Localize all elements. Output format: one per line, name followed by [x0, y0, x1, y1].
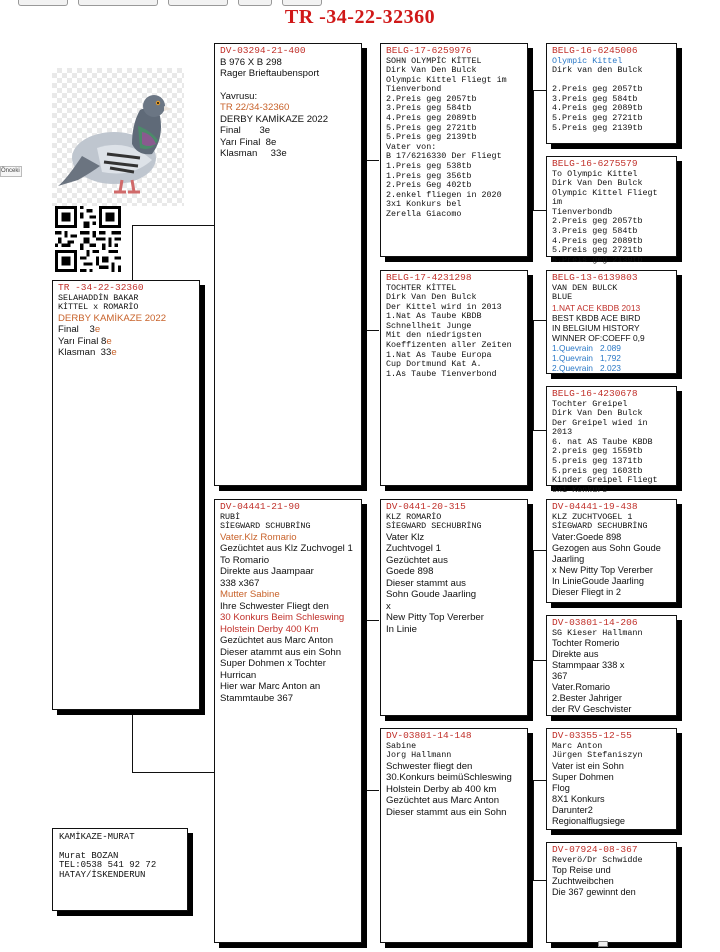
pigeon-photo [52, 68, 184, 206]
sire-race: DERBY KAMİKAZE 2022 [220, 113, 329, 125]
dam-text: Hier war Marc Anton an [220, 681, 321, 693]
ds-breeder: SİEGWARD SECHUBRİNG [386, 521, 482, 532]
dam-breeder: SİEGWARD SCHUBRİNG [220, 521, 311, 532]
dss-name: KLZ ZUCHTVOGEL 1 [552, 511, 633, 522]
connector-line [533, 660, 546, 661]
connector-line [363, 330, 379, 331]
ssd-ring: BELG-16-6275579 [552, 158, 638, 169]
owner-contact-card [52, 828, 188, 911]
sds-text: BEST KBDB ACE BIRD IN BELGIUM HISTORY WINNER OF:COEFF 0,9 [552, 312, 645, 343]
dss-text: Vater:Goede 898 Gezogen aus Sohn Goude Jaarling x New Pitty Top Vererber In LinieGoude Jaarling Dieser Fliegt in 2 [552, 531, 661, 597]
dss-breeder: SİEGWARD SECHUBRİNG [552, 521, 648, 532]
dam-text: 338 x367 [220, 577, 260, 589]
sire-card [214, 43, 362, 486]
previous-tab[interactable]: Önceki [0, 166, 22, 177]
sds-color: BLUE [552, 292, 573, 303]
subject-score: Yarı Final 8e [58, 335, 112, 347]
connector-line [363, 790, 379, 791]
dam-text: Gezüchtet aus Klz Zuchvogel 1 [220, 543, 353, 555]
ssd-card [546, 156, 677, 265]
subject-pigeon-card [52, 280, 200, 710]
dds-text: Vater ist ein Sohn Super Dohmen Flog 8X1 Konkurs Darunter2 Regionalflugsiege [552, 760, 626, 826]
dam-text: Ihre Schwester Fliegt den [220, 600, 329, 612]
subject-parents: KİTTEL x ROMARİO [58, 302, 139, 313]
dd-name: Sabine [386, 740, 417, 751]
dam-highlight: 30 Konkurs Beim Schleswing [220, 612, 345, 624]
dam-text: Direkte aus Jaampaar [220, 566, 314, 578]
connector-line [533, 780, 534, 880]
connector-line [132, 710, 133, 772]
connector-line [132, 772, 214, 773]
dds-card [546, 728, 677, 830]
sds-ring: BELG-13-6139803 [552, 272, 638, 283]
dam-highlight: Holstein Derby 400 Km [220, 623, 319, 635]
sire-sire-card [380, 43, 528, 257]
dsd-ring: DV-03801-14-206 [552, 617, 638, 628]
sss-text: Dirk van den Bulck 2.Preis geg 2057tb 3.Preis geg 584tb 4.Preis geg 2089tb 5.Preis geg 2721tb 5.Preis geg 2139tb [552, 65, 643, 133]
dam-text: To Romario [220, 554, 270, 566]
ddd-name: Reverö/Dr Schwidde [552, 854, 643, 865]
dam-text: Super Dohmen x Tochter [220, 658, 326, 670]
connector-line [533, 320, 534, 430]
connector-line [533, 780, 546, 781]
connector-line [533, 550, 534, 660]
connector-line [363, 620, 364, 790]
ddd-text: Top Reise und Zuchtweibchen Die 367 gewinnt den [552, 865, 636, 898]
sss-ring: BELG-16-6245006 [552, 45, 638, 56]
owner-name: Murat BOZAN [59, 850, 119, 861]
dam-text: Stammtaube 367 [220, 692, 294, 704]
ss-ring: BELG-17-6259976 [386, 45, 472, 56]
subject-ring: TR -34-22-32360 [58, 282, 144, 293]
sire-line: Rager Brieftaubensport [220, 68, 320, 79]
connector-line [363, 160, 364, 330]
dsd-card [546, 615, 677, 716]
sire-score: Yarı Final 8e [220, 136, 277, 148]
dam-father-label: Vater.Klz Romario [220, 531, 297, 543]
dd-ring: DV-03801-14-148 [386, 730, 472, 741]
page-indicator[interactable] [598, 941, 608, 947]
dds-ring: DV-03355-12-55 [552, 730, 632, 741]
sire-score: Final 3e [220, 125, 271, 136]
sd-text: TOCHTER KİTTEL Dirk Van Den Bulck Der Kittel wird in 2013 1.Nat As Taube KBDB Schnellheit Junge Mit den niedrigsten Koeffizenten aller Zeiten 1.Nat As Taube Europa Cup Dortmund Kat A. 1.As Taube Tienverbond [386, 282, 512, 379]
connector-line [533, 210, 546, 211]
connector-line [132, 225, 214, 226]
ds-text: Vater Klz Zuchtvogel 1 Gezüchtet aus Goede 898 Dieser stammt aus Sohn Goude Jaarling x New Pitty Top Vererber In Linie [386, 531, 484, 635]
ddd-card [546, 842, 677, 943]
connector-line [533, 90, 534, 210]
ds-ring: DV-0441-20-315 [386, 501, 466, 512]
page-title: TR -34-22-32360 [284, 6, 436, 28]
sd-ring: BELG-17-4231298 [386, 272, 472, 283]
dds-breeder: Jürgen Stefaniszyn [552, 750, 643, 761]
sdd-text: Tochter Greipel Dirk Van Den Bulck Der Greipel wied in 2013 6. nat AS Taube KBDB 2.preis geg 1559tb 5.preis geg 1371tb 5.preis geg 1603tb Kinder Greipel Fliegt 8x1 Konkurs [552, 398, 658, 495]
dam-dam-card [380, 728, 528, 943]
connector-line [533, 880, 546, 881]
dam-text: Dieser atammt aus ein Sohn [220, 646, 342, 658]
sire-score: Klasman 33e [220, 148, 287, 159]
subject-score: Final 3e [58, 324, 101, 336]
qr-code-icon [55, 206, 121, 272]
connector-line [533, 90, 546, 91]
offspring-ring: TR 22/34-32360 [220, 102, 290, 113]
connector-line [533, 550, 546, 551]
sire-dam-card [380, 270, 528, 486]
sds-result: 2.Quevrain 2.023 [552, 362, 621, 373]
sds-card [546, 270, 677, 374]
dam-mother-label: Mutter Sabine [220, 589, 280, 601]
connector-line [363, 160, 379, 161]
sire-ring: DV-03294-21-400 [220, 45, 306, 56]
ddd-ring: DV-07924-08-367 [552, 844, 638, 855]
dd-breeder: Jorg Hallmann [386, 750, 452, 761]
dam-text: Hurrican [220, 669, 257, 681]
connector-line [533, 320, 546, 321]
ss-text: SOHN OLYMPİC KİTTEL Dirk Van Den Bulck Olympic Kittel Fliegt im Tienverbond 2.Preis geg 2057tb 3.Preis geg 584tb 4.Preis geg 2089tb 5.Preis geg 2721tb 5.Preis geg 2139tb Vater von: B 17/6216330 Der Fliegt 1.Preis geg 538tb 1.Preis geg 356tb 2.Preis Geg 402tb 2.enkel fliegen in 2020 3x1 Konkurs bel Zerella Giacomo [386, 55, 507, 219]
sss-name: Olympic Kittel [552, 55, 623, 66]
connector-line [132, 225, 133, 280]
dd-text: Schwester fliegt den 30.Konkurs beimüSchleswing Holstein Derby ab 400 km Gezüchtet aus Marc Anton Dieser stammt aus ein Sohn [386, 760, 512, 818]
dsd-text: Tochter Romerio Direkte aus Stammpaar 338 x 367 Vater.Romario 2.Bester Jahriger der RV Geschvister [552, 638, 632, 715]
subject-owner: SELAHADDİN BAKAR [58, 292, 139, 303]
dsd-name: SG Kieser Hallmann [552, 627, 643, 638]
ssd-text: To Olympic Kittel Dirk Van Den Bulck Olympic Kittel Fliegt im Tienverbondb 2.Preis geg 2057tb 3.Preis geg 584tb 4.Preis geg 2089tb 5.Preis geg 2721tb 5.Preis geg 2139tb [552, 168, 658, 265]
sds-result: 1.Quevrain 1,792 [552, 352, 621, 363]
sire-line: B 976 X B 298 [220, 56, 282, 68]
dam-sire-card [380, 499, 528, 716]
sss-card [546, 43, 677, 144]
sdd-card [546, 386, 677, 495]
loft-name: KAMİKAZE-MURAT [59, 832, 135, 842]
dss-ring: DV-04441-19-438 [552, 501, 638, 512]
dam-card [214, 499, 362, 943]
pigeon-illustration [52, 68, 184, 206]
offspring-label: Yavrusu: [220, 90, 258, 102]
owner-phone: TEL:0538 541 92 72 [59, 860, 157, 871]
connector-line [363, 620, 379, 621]
sds-title: 1.NAT ACE KBDB 2013 [552, 302, 641, 313]
dds-name: Marc Anton [552, 740, 603, 751]
dam-ring: DV-04441-21-90 [220, 501, 300, 512]
sdd-ring: BELG-16-4230678 [552, 388, 638, 399]
sds-name: VAN DEN BULCK [552, 282, 618, 293]
subject-race: DERBY KAMİKAZE 2022 [58, 312, 167, 324]
ds-name: KLZ ROMARİO [386, 511, 442, 522]
dam-text: Gezüchtet aus Marc Anton [220, 635, 334, 647]
subject-score: Klasman 33e [58, 347, 117, 359]
connector-line [533, 430, 546, 431]
dss-card [546, 499, 677, 603]
dam-name: RUBİ [220, 511, 241, 522]
owner-city: HATAY/İSKENDERUN [59, 869, 146, 880]
sds-result: 1.Quevrain 2.089 [552, 342, 621, 353]
